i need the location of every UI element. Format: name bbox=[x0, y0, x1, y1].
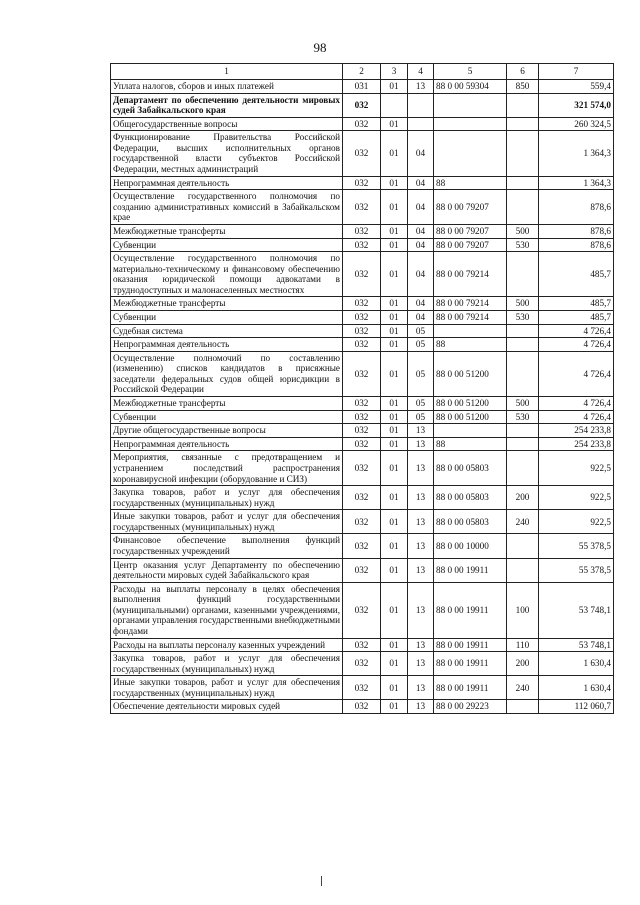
table-row bbox=[111, 486, 614, 510]
row-subsection-code: 13 bbox=[408, 510, 434, 534]
row-ministry-code: 032 bbox=[343, 238, 381, 252]
row-name: Субвенции bbox=[111, 410, 343, 424]
row-ministry-code: 032 bbox=[343, 410, 381, 424]
row-section-code: 01 bbox=[381, 638, 408, 652]
row-name: Закупка товаров, работ и услуг для обеспечения государственных (муниципальных) нужд bbox=[111, 652, 343, 676]
row-amount: 53 748,1 bbox=[539, 638, 614, 652]
row-expense-type bbox=[507, 451, 539, 486]
row-ministry-code: 032 bbox=[343, 510, 381, 534]
row-amount: 260 324,5 bbox=[539, 117, 614, 131]
table-row bbox=[111, 324, 614, 338]
row-amount: 4 726,4 bbox=[539, 397, 614, 411]
row-subsection-code: 05 bbox=[408, 397, 434, 411]
row-name: Осуществление государственного полномочия по материально-техническому и финансовому обеспечению оказания юридической помощи адвокатами в труднодоступных и малонаселенных местностях bbox=[111, 252, 343, 297]
row-section-code: 01 bbox=[381, 451, 408, 486]
row-name: Иные закупки товаров, работ и услуг для обеспечения государственных (муниципальных) нужд bbox=[111, 510, 343, 534]
row-name: Межбюджетные трансферты bbox=[111, 224, 343, 238]
row-target-article: 88 0 00 51200 bbox=[434, 397, 507, 411]
row-ministry-code: 032 bbox=[343, 351, 381, 396]
row-section-code: 01 bbox=[381, 486, 408, 510]
row-ministry-code: 032 bbox=[343, 558, 381, 582]
row-expense-type: 850 bbox=[507, 80, 539, 94]
row-subsection-code: 04 bbox=[408, 252, 434, 297]
row-section-code: 01 bbox=[381, 252, 408, 297]
row-ministry-code: 032 bbox=[343, 324, 381, 338]
row-section-code: 01 bbox=[381, 176, 408, 190]
row-subsection-code: 05 bbox=[408, 410, 434, 424]
row-section-code: 01 bbox=[381, 80, 408, 94]
row-ministry-code: 032 bbox=[343, 190, 381, 225]
page-mark bbox=[321, 876, 322, 886]
row-expense-type: 500 bbox=[507, 224, 539, 238]
table-row bbox=[111, 131, 614, 176]
table-row bbox=[111, 582, 614, 638]
row-subsection-code: 04 bbox=[408, 176, 434, 190]
row-ministry-code: 032 bbox=[343, 252, 381, 297]
row-section-code bbox=[381, 93, 408, 117]
table-row bbox=[111, 558, 614, 582]
row-target-article: 88 bbox=[434, 338, 507, 352]
column-header: 6 bbox=[507, 64, 539, 80]
row-subsection-code: 04 bbox=[408, 310, 434, 324]
row-amount: 485,7 bbox=[539, 297, 614, 311]
row-ministry-code: 032 bbox=[343, 224, 381, 238]
row-name: Функционирование Правительства Российской Федерации, высших исполнительных органов государственной власти субъектов Российской Федерации, местных администраций bbox=[111, 131, 343, 176]
row-ministry-code: 032 bbox=[343, 297, 381, 311]
row-target-article: 88 0 00 05803 bbox=[434, 451, 507, 486]
row-section-code: 01 bbox=[381, 351, 408, 396]
row-name: Мероприятия, связанные с предотвращением и устранением последствий распространения коронавирусной инфекции (оборудование и СИЗ) bbox=[111, 451, 343, 486]
table-row bbox=[111, 176, 614, 190]
row-subsection-code: 13 bbox=[408, 424, 434, 438]
row-amount: 254 233,8 bbox=[539, 424, 614, 438]
row-ministry-code: 032 bbox=[343, 700, 381, 714]
row-amount: 922,5 bbox=[539, 510, 614, 534]
table-row bbox=[111, 534, 614, 558]
row-amount: 922,5 bbox=[539, 451, 614, 486]
row-section-code: 01 bbox=[381, 652, 408, 676]
row-name: Осуществление полномочий по составлению (изменению) списков кандидатов в присяжные заседатели федеральных судов общей юрисдикции в Российской Федерации bbox=[111, 351, 343, 396]
table-row bbox=[111, 93, 614, 117]
row-section-code: 01 bbox=[381, 582, 408, 638]
row-name: Непрограммная деятельность bbox=[111, 437, 343, 451]
row-expense-type bbox=[507, 190, 539, 225]
row-target-article: 88 0 00 79207 bbox=[434, 224, 507, 238]
row-amount: 1 364,3 bbox=[539, 131, 614, 176]
row-amount: 4 726,4 bbox=[539, 338, 614, 352]
row-subsection-code: 13 bbox=[408, 638, 434, 652]
row-amount: 485,7 bbox=[539, 252, 614, 297]
row-expense-type bbox=[507, 338, 539, 352]
row-subsection-code: 13 bbox=[408, 486, 434, 510]
table-row bbox=[111, 652, 614, 676]
row-expense-type bbox=[507, 252, 539, 297]
row-name: Другие общегосударственные вопросы bbox=[111, 424, 343, 438]
row-ministry-code: 032 bbox=[343, 486, 381, 510]
row-expense-type bbox=[507, 131, 539, 176]
row-subsection-code: 04 bbox=[408, 190, 434, 225]
row-name: Субвенции bbox=[111, 310, 343, 324]
row-ministry-code: 032 bbox=[343, 534, 381, 558]
row-amount: 1 630,4 bbox=[539, 652, 614, 676]
row-subsection-code: 13 bbox=[408, 80, 434, 94]
column-header: 2 bbox=[343, 64, 381, 80]
row-ministry-code: 032 bbox=[343, 451, 381, 486]
row-target-article: 88 0 00 19911 bbox=[434, 638, 507, 652]
row-subsection-code: 13 bbox=[408, 582, 434, 638]
column-header: 3 bbox=[381, 64, 408, 80]
row-target-article: 88 0 00 19911 bbox=[434, 652, 507, 676]
row-name: Уплата налогов, сборов и иных платежей bbox=[111, 80, 343, 94]
row-section-code: 01 bbox=[381, 676, 408, 700]
row-amount: 4 726,4 bbox=[539, 410, 614, 424]
row-expense-type bbox=[507, 351, 539, 396]
table-row bbox=[111, 424, 614, 438]
row-target-article: 88 0 00 79207 bbox=[434, 238, 507, 252]
row-target-article: 88 0 00 79214 bbox=[434, 252, 507, 297]
row-expense-type: 110 bbox=[507, 638, 539, 652]
row-subsection-code bbox=[408, 117, 434, 131]
row-target-article: 88 0 00 19911 bbox=[434, 676, 507, 700]
row-name: Непрограммная деятельность bbox=[111, 338, 343, 352]
table-row bbox=[111, 510, 614, 534]
table-row bbox=[111, 117, 614, 131]
row-target-article bbox=[434, 324, 507, 338]
table-row bbox=[111, 451, 614, 486]
row-name: Обеспечение деятельности мировых судей bbox=[111, 700, 343, 714]
column-header: 7 bbox=[539, 64, 614, 80]
table-row bbox=[111, 252, 614, 297]
row-amount: 321 574,0 bbox=[539, 93, 614, 117]
row-amount: 559,4 bbox=[539, 80, 614, 94]
row-name: Департамент по обеспечению деятельности мировых судей Забайкальского края bbox=[111, 93, 343, 117]
row-name: Центр оказания услуг Департаменту по обеспечению деятельности мировых судей Забайкальского края bbox=[111, 558, 343, 582]
row-expense-type bbox=[507, 424, 539, 438]
row-target-article bbox=[434, 93, 507, 117]
row-expense-type bbox=[507, 117, 539, 131]
table-row bbox=[111, 80, 614, 94]
row-amount: 4 726,4 bbox=[539, 324, 614, 338]
row-ministry-code: 032 bbox=[343, 676, 381, 700]
table-row bbox=[111, 190, 614, 225]
row-expense-type: 100 bbox=[507, 582, 539, 638]
row-target-article: 88 bbox=[434, 176, 507, 190]
row-section-code: 01 bbox=[381, 324, 408, 338]
row-subsection-code: 04 bbox=[408, 131, 434, 176]
row-expense-type: 240 bbox=[507, 510, 539, 534]
row-section-code: 01 bbox=[381, 700, 408, 714]
row-name: Непрограммная деятельность bbox=[111, 176, 343, 190]
row-subsection-code: 13 bbox=[408, 437, 434, 451]
table-row bbox=[111, 224, 614, 238]
row-subsection-code: 05 bbox=[408, 324, 434, 338]
row-section-code: 01 bbox=[381, 558, 408, 582]
row-target-article: 88 0 00 51200 bbox=[434, 351, 507, 396]
row-subsection-code: 04 bbox=[408, 297, 434, 311]
row-name: Осуществление государственного полномочия по созданию административных комиссий в Забайкальском крае bbox=[111, 190, 343, 225]
row-expense-type: 500 bbox=[507, 397, 539, 411]
column-header: 5 bbox=[434, 64, 507, 80]
row-target-article: 88 0 00 19911 bbox=[434, 558, 507, 582]
row-subsection-code: 04 bbox=[408, 238, 434, 252]
row-amount: 254 233,8 bbox=[539, 437, 614, 451]
row-section-code: 01 bbox=[381, 117, 408, 131]
row-target-article: 88 0 00 05803 bbox=[434, 486, 507, 510]
row-name: Общегосударственные вопросы bbox=[111, 117, 343, 131]
budget-table bbox=[110, 63, 614, 714]
row-name: Межбюджетные трансферты bbox=[111, 397, 343, 411]
row-subsection-code: 04 bbox=[408, 224, 434, 238]
row-target-article: 88 0 00 79214 bbox=[434, 297, 507, 311]
row-target-article: 88 0 00 10000 bbox=[434, 534, 507, 558]
row-section-code: 01 bbox=[381, 297, 408, 311]
table-row bbox=[111, 638, 614, 652]
row-target-article: 88 0 00 79207 bbox=[434, 190, 507, 225]
row-subsection-code: 05 bbox=[408, 338, 434, 352]
row-section-code: 01 bbox=[381, 131, 408, 176]
row-target-article bbox=[434, 131, 507, 176]
row-ministry-code: 032 bbox=[343, 131, 381, 176]
row-name: Судебная система bbox=[111, 324, 343, 338]
row-expense-type: 530 bbox=[507, 238, 539, 252]
row-name: Субвенции bbox=[111, 238, 343, 252]
page-number: 98 bbox=[313, 40, 327, 55]
row-section-code: 01 bbox=[381, 190, 408, 225]
row-target-article: 88 0 00 59304 bbox=[434, 80, 507, 94]
row-ministry-code: 032 bbox=[343, 397, 381, 411]
row-ministry-code: 032 bbox=[343, 652, 381, 676]
row-name: Расходы на выплаты персоналу в целях обеспечения выполнения функций государственными (муниципальными) органами, казенными учреждениями, органами управления государственными внебюджетными фондами bbox=[111, 582, 343, 638]
table-row bbox=[111, 676, 614, 700]
row-expense-type bbox=[507, 437, 539, 451]
row-subsection-code: 05 bbox=[408, 351, 434, 396]
row-subsection-code: 13 bbox=[408, 451, 434, 486]
row-ministry-code: 032 bbox=[343, 117, 381, 131]
row-expense-type: 530 bbox=[507, 410, 539, 424]
row-ministry-code: 032 bbox=[343, 437, 381, 451]
row-amount: 1 364,3 bbox=[539, 176, 614, 190]
row-ministry-code: 032 bbox=[343, 338, 381, 352]
table-row bbox=[111, 437, 614, 451]
row-section-code: 01 bbox=[381, 310, 408, 324]
row-section-code: 01 bbox=[381, 410, 408, 424]
table-header-row bbox=[111, 64, 614, 80]
column-header: 4 bbox=[408, 64, 434, 80]
row-subsection-code bbox=[408, 93, 434, 117]
row-expense-type bbox=[507, 700, 539, 714]
table-row bbox=[111, 410, 614, 424]
row-name: Расходы на выплаты персоналу казенных учреждений bbox=[111, 638, 343, 652]
row-target-article: 88 0 00 51200 bbox=[434, 410, 507, 424]
row-amount: 878,6 bbox=[539, 190, 614, 225]
row-section-code: 01 bbox=[381, 238, 408, 252]
row-section-code: 01 bbox=[381, 437, 408, 451]
row-name: Иные закупки товаров, работ и услуг для обеспечения государственных (муниципальных) нужд bbox=[111, 676, 343, 700]
row-name: Закупка товаров, работ и услуг для обеспечения государственных (муниципальных) нужд bbox=[111, 486, 343, 510]
row-amount: 1 630,4 bbox=[539, 676, 614, 700]
row-amount: 4 726,4 bbox=[539, 351, 614, 396]
row-expense-type: 200 bbox=[507, 652, 539, 676]
row-section-code: 01 bbox=[381, 534, 408, 558]
row-amount: 878,6 bbox=[539, 238, 614, 252]
row-amount: 53 748,1 bbox=[539, 582, 614, 638]
row-amount: 55 378,5 bbox=[539, 558, 614, 582]
row-amount: 878,6 bbox=[539, 224, 614, 238]
row-section-code: 01 bbox=[381, 424, 408, 438]
row-subsection-code: 13 bbox=[408, 652, 434, 676]
row-target-article: 88 0 00 79214 bbox=[434, 310, 507, 324]
table-row bbox=[111, 297, 614, 311]
row-ministry-code: 032 bbox=[343, 638, 381, 652]
row-expense-type: 500 bbox=[507, 297, 539, 311]
row-ministry-code: 032 bbox=[343, 310, 381, 324]
row-ministry-code: 031 bbox=[343, 80, 381, 94]
row-ministry-code: 032 bbox=[343, 93, 381, 117]
table-row bbox=[111, 310, 614, 324]
row-subsection-code: 13 bbox=[408, 534, 434, 558]
row-amount: 485,7 bbox=[539, 310, 614, 324]
row-expense-type bbox=[507, 93, 539, 117]
row-section-code: 01 bbox=[381, 338, 408, 352]
row-subsection-code: 13 bbox=[408, 676, 434, 700]
row-amount: 55 378,5 bbox=[539, 534, 614, 558]
row-subsection-code: 13 bbox=[408, 558, 434, 582]
table-row bbox=[111, 338, 614, 352]
row-target-article: 88 bbox=[434, 437, 507, 451]
row-expense-type: 530 bbox=[507, 310, 539, 324]
row-expense-type bbox=[507, 558, 539, 582]
row-name: Межбюджетные трансферты bbox=[111, 297, 343, 311]
row-amount: 112 060,7 bbox=[539, 700, 614, 714]
column-header: 1 bbox=[111, 64, 343, 80]
row-expense-type bbox=[507, 176, 539, 190]
table-row bbox=[111, 351, 614, 396]
row-target-article bbox=[434, 117, 507, 131]
row-ministry-code: 032 bbox=[343, 424, 381, 438]
row-ministry-code: 032 bbox=[343, 176, 381, 190]
row-expense-type: 240 bbox=[507, 676, 539, 700]
table-row bbox=[111, 238, 614, 252]
table-row bbox=[111, 397, 614, 411]
row-section-code: 01 bbox=[381, 510, 408, 534]
row-ministry-code: 032 bbox=[343, 582, 381, 638]
row-target-article: 88 0 00 19911 bbox=[434, 582, 507, 638]
row-section-code: 01 bbox=[381, 224, 408, 238]
row-target-article: 88 0 00 05803 bbox=[434, 510, 507, 534]
row-target-article: 88 0 00 29223 bbox=[434, 700, 507, 714]
row-target-article bbox=[434, 424, 507, 438]
row-name: Финансовое обеспечение выполнения функций государственных учреждений bbox=[111, 534, 343, 558]
row-section-code: 01 bbox=[381, 397, 408, 411]
row-expense-type: 200 bbox=[507, 486, 539, 510]
row-subsection-code: 13 bbox=[408, 700, 434, 714]
row-expense-type bbox=[507, 324, 539, 338]
table-body bbox=[111, 80, 614, 714]
table-row bbox=[111, 700, 614, 714]
row-amount: 922,5 bbox=[539, 486, 614, 510]
row-expense-type bbox=[507, 534, 539, 558]
